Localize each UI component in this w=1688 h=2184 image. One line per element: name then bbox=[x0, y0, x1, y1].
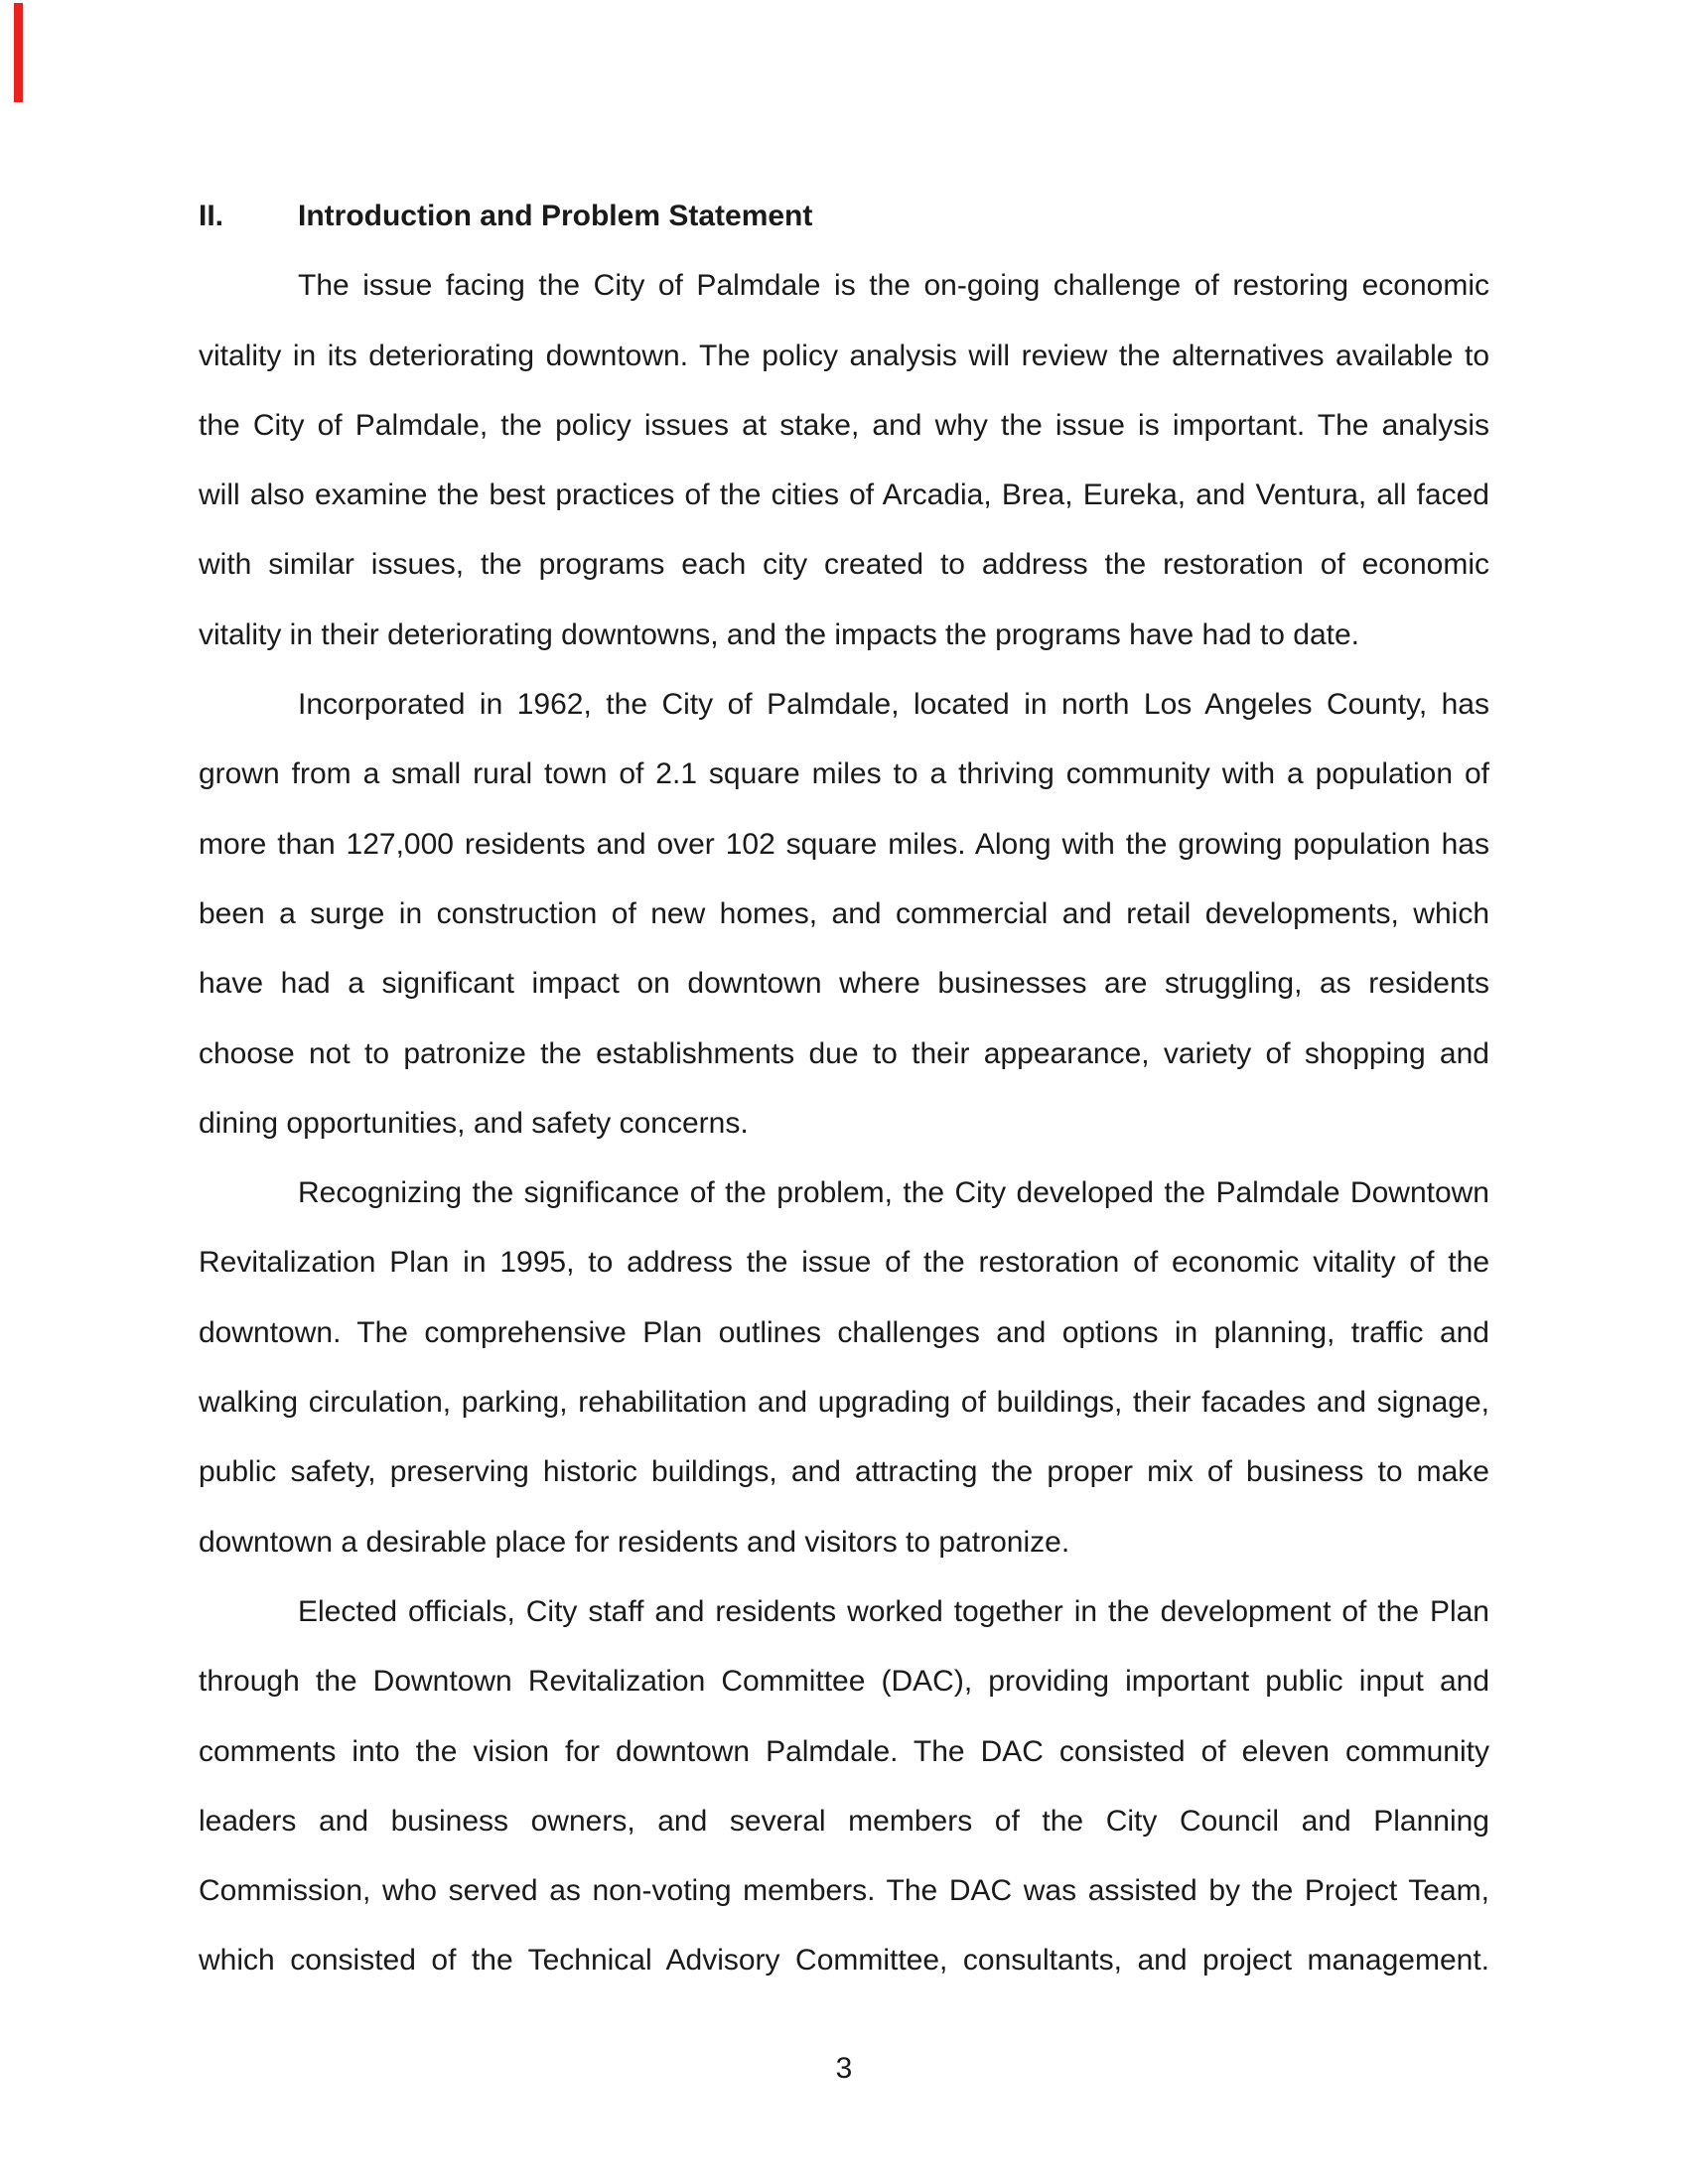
text-line: grown from a small rural town of 2.1 square miles to a thriving community with a population of bbox=[199, 757, 1489, 791]
paragraph bbox=[199, 251, 1489, 670]
text-line: Elected officials, City staff and residents worked together in the development of the Plan bbox=[298, 1594, 1489, 1628]
document-body bbox=[199, 182, 1489, 1996]
text-line: more than 127,000 residents and over 102 square miles. Along with the growing population has bbox=[199, 827, 1489, 861]
section-heading bbox=[199, 182, 1489, 251]
text-line: Incorporated in 1962, the City of Palmdale, located in north Los Angeles County, has bbox=[298, 688, 1489, 722]
text-line: downtown. The comprehensive Plan outlines challenges and options in planning, traffic and bbox=[199, 1315, 1489, 1349]
page-footer bbox=[0, 2034, 1688, 2104]
text-line: walking circulation, parking, rehabilitation and upgrading of buildings, their facades and signage, bbox=[199, 1386, 1489, 1420]
text-line: the City of Palmdale, the policy issues at stake, and why the issue is important. The analysis bbox=[199, 408, 1489, 442]
text-line: choose not to patronize the establishments due to their appearance, variety of shopping and bbox=[199, 1036, 1489, 1070]
text-line: Recognizing the significance of the problem, the City developed the Palmdale Downtown bbox=[298, 1176, 1489, 1210]
text-line: with similar issues, the programs each city created to address the restoration of economic bbox=[199, 548, 1489, 582]
section-numeral: II. bbox=[199, 200, 224, 232]
section-title: Introduction and Problem Statement bbox=[298, 200, 813, 232]
text-line: The issue facing the City of Palmdale is the on-going challenge of restoring economic bbox=[298, 269, 1489, 303]
text-line: public safety, preserving historic buildings, and attracting the proper mix of business to make bbox=[199, 1455, 1489, 1489]
text-line: vitality in their deteriorating downtowns, and the impacts the programs have had to date. bbox=[199, 617, 1359, 651]
paragraphs-container bbox=[199, 251, 1489, 1995]
text-line: have had a significant impact on downtown where businesses are struggling, as residents bbox=[199, 967, 1489, 1001]
page-number: 3 bbox=[835, 2052, 853, 2085]
red-scan-artifact bbox=[14, 3, 23, 102]
paragraph bbox=[199, 1577, 1489, 1996]
text-line: dining opportunities, and safety concerns. bbox=[199, 1106, 749, 1140]
text-line: Commission, who served as non-voting members. The DAC was assisted by the Project Team, bbox=[199, 1874, 1489, 1908]
text-line: Revitalization Plan in 1995, to address the issue of the restoration of economic vitality of the bbox=[199, 1246, 1489, 1280]
text-line: been a surge in construction of new homes, and commercial and retail developments, which bbox=[199, 896, 1489, 930]
text-line: comments into the vision for downtown Palmdale. The DAC consisted of eleven community bbox=[199, 1734, 1489, 1768]
text-line: leaders and business owners, and several members of the City Council and Planning bbox=[199, 1804, 1489, 1838]
text-line: will also examine the best practices of the cities of Arcadia, Brea, Eureka, and Ventura, all faced bbox=[199, 478, 1489, 512]
paragraph bbox=[199, 1159, 1489, 1577]
text-line: through the Downtown Revitalization Committee (DAC), providing important public input and bbox=[199, 1665, 1489, 1699]
paragraph bbox=[199, 670, 1489, 1159]
text-line: vitality in its deteriorating downtown. The policy analysis will review the alternatives available to bbox=[199, 339, 1489, 372]
text-line: which consisted of the Technical Advisory Committee, consultants, and project management. bbox=[199, 1944, 1489, 1978]
text-line: downtown a desirable place for residents and visitors to patronize. bbox=[199, 1525, 1070, 1559]
